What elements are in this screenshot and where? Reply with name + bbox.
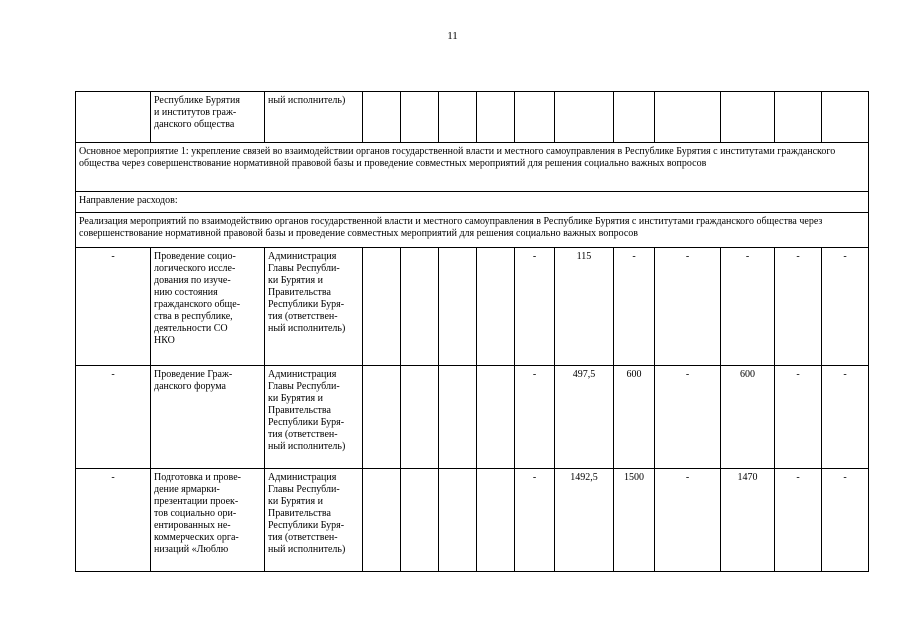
value-cell: -	[822, 366, 869, 469]
table-row	[76, 469, 869, 572]
value-cell: -	[822, 248, 869, 366]
activity-name: Республике Бурятия и институтов граж- данского общества	[154, 95, 240, 130]
value-cell: -	[614, 248, 655, 366]
code-cell	[439, 248, 477, 366]
main-activity-cell: Основное мероприятие 1: укрепление связей во взаимодействии органов государственной власти и местного самоуправления в Республике Бурятия с институтами гражданского общества через совершенствование нормативной правовой базы и проведение совместных мероприятий для решения социально важных вопросов	[76, 143, 869, 192]
code-cell	[363, 366, 401, 469]
value-cell: -	[775, 469, 822, 572]
value-cell: -	[822, 469, 869, 572]
table-row	[76, 366, 869, 469]
value-cell	[614, 92, 655, 143]
value-cell: 497,5	[555, 366, 614, 469]
name-cell	[151, 469, 265, 572]
name-cell	[151, 366, 265, 469]
value-cell: 1500	[614, 469, 655, 572]
direction-label-cell: Направление расходов:	[76, 192, 869, 213]
num-cell	[76, 92, 151, 143]
code-cell	[401, 92, 439, 143]
executor-text: Администрация Главы Республи- ки Бурятия и Правительства Республики Буря- тия (ответствен- ный исполнитель)	[268, 251, 346, 334]
executor-text: ный исполнитель)	[268, 95, 346, 106]
value-cell: -	[515, 248, 555, 366]
value-cell: 600	[721, 366, 775, 469]
code-cell	[439, 92, 477, 143]
value-cell: 115	[555, 248, 614, 366]
executor-text: Администрация Главы Республи- ки Бурятия и Правительства Республики Буря- тия (ответствен- ный исполнитель)	[268, 369, 346, 452]
value-cell: 1492,5	[555, 469, 614, 572]
code-cell	[439, 366, 477, 469]
name-cell	[151, 248, 265, 366]
code-cell	[401, 248, 439, 366]
table-row	[76, 213, 869, 248]
code-cell	[477, 92, 515, 143]
value-cell: -	[775, 366, 822, 469]
value-cell	[555, 92, 614, 143]
value-cell	[775, 92, 822, 143]
num-cell: -	[76, 366, 151, 469]
value-cell: -	[515, 469, 555, 572]
code-cell	[401, 469, 439, 572]
num-cell: -	[76, 248, 151, 366]
program-table	[75, 91, 869, 572]
value-cell: -	[655, 248, 721, 366]
executor-cell	[265, 469, 363, 572]
value-cell	[822, 92, 869, 143]
activity-name: Подготовка и прове- дение ярмарки- презентации проек- тов социально ори- ентированных не- коммерческих орга- низаций «Люблю	[154, 472, 241, 555]
executor-cell	[265, 366, 363, 469]
activity-name: Проведение социо- логического иссле- дования по изуче- нию состояния гражданского обще- ства в республике, деятельности СО НКО	[154, 251, 241, 346]
page-number: 11	[447, 30, 458, 42]
implementation-cell: Реализация мероприятий по взаимодействию органов государственной власти и местного самоуправления в Республике Бурятия с институтами гражданского общества через совершенствование нормативной правовой базы и проведение совместных мероприятий для решения социально важных вопросов	[76, 213, 869, 248]
code-cell	[363, 248, 401, 366]
executor-cell	[265, 248, 363, 366]
executor-cell	[265, 92, 363, 143]
code-cell	[477, 366, 515, 469]
name-cell	[151, 92, 265, 143]
value-cell	[655, 92, 721, 143]
value-cell	[721, 92, 775, 143]
value-cell: -	[775, 248, 822, 366]
value-cell: -	[655, 366, 721, 469]
value-cell: -	[655, 469, 721, 572]
code-cell	[363, 92, 401, 143]
code-cell	[363, 469, 401, 572]
value-cell: -	[515, 366, 555, 469]
code-cell	[477, 469, 515, 572]
activity-name: Проведение Граж- данского форума	[154, 369, 233, 392]
table-row	[76, 143, 869, 192]
num-cell: -	[76, 469, 151, 572]
executor-text: Администрация Главы Республи- ки Бурятия и Правительства Республики Буря- тия (ответствен- ный исполнитель)	[268, 472, 346, 555]
table-row	[76, 248, 869, 366]
table-row	[76, 92, 869, 143]
table-row	[76, 192, 869, 213]
code-cell	[401, 366, 439, 469]
value-cell: 600	[614, 366, 655, 469]
value-cell	[515, 92, 555, 143]
value-cell: -	[721, 248, 775, 366]
value-cell: 1470	[721, 469, 775, 572]
code-cell	[439, 469, 477, 572]
code-cell	[477, 248, 515, 366]
